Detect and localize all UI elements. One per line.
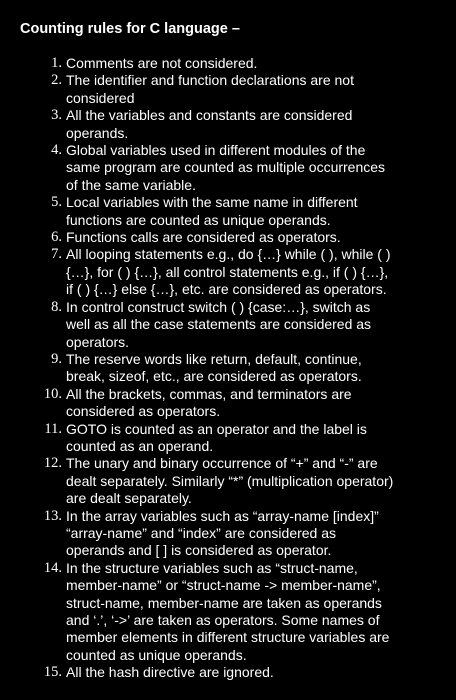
rule-text-line: Functions calls are considered as operators. (66, 229, 341, 246)
rule-text-line: Global variables used in different modules of the (66, 142, 366, 159)
rule-text-line: All looping statements e.g., do {…} while ( ), while ( ) (66, 246, 391, 263)
rule-text-line: considered as operators. (66, 403, 221, 420)
rule-text-line: The identifier and function declarations are not (66, 72, 354, 89)
rules-list (0, 55, 456, 682)
rule-text-line: operands. (66, 124, 129, 141)
rule-item (0, 55, 456, 72)
rule-text-line: “array-name” and “index” are considered as (66, 524, 337, 541)
rule-text-line: Comments are not considered. (66, 55, 258, 71)
rule-item (0, 455, 456, 507)
rule-text-line: if ( ) {…} else {…}, etc. are considered as operators. (66, 281, 387, 298)
rule-number: 15. (43, 664, 62, 681)
rule-text-line: All the variables and constants are considered (66, 107, 353, 124)
rule-text-line: are dealt separately. (66, 490, 192, 507)
rule-text-line: operators. (66, 333, 130, 350)
rule-number: 13. (43, 507, 62, 524)
rule-number: 2. (51, 72, 62, 89)
rule-item (0, 664, 456, 681)
rule-item (0, 72, 456, 107)
rule-text-line: counted as an operand. (66, 437, 214, 454)
rule-number: 6. (51, 229, 62, 246)
rule-text-line: struct-name, member-name are taken as operands (66, 594, 382, 611)
rule-number: 14. (43, 559, 62, 576)
rule-item (0, 421, 456, 456)
rule-text-line: considered (66, 89, 135, 106)
rule-item (0, 229, 456, 246)
rule-item (0, 386, 456, 421)
rule-text-line: The unary and binary occurrence of “+” and “-” are (66, 455, 378, 472)
rule-text-line: and ‘.’, ‘->’ are taken as operators. Some names of (66, 612, 380, 628)
rule-text-line: counted as unique operands. (66, 646, 247, 663)
rule-item (0, 107, 456, 142)
rule-text-line: dealt separately. Similarly “*” (multiplication operator) (66, 472, 394, 489)
rule-number: 12. (43, 455, 62, 472)
rule-item (0, 351, 456, 386)
rule-text-line: GOTO is counted as an operator and the label is (66, 420, 367, 437)
rule-item (0, 560, 456, 664)
rule-text-line: of the same variable. (66, 176, 196, 193)
rule-text-line: Local variables with the same name in different (66, 194, 358, 211)
rule-text-line: functions are counted as unique operands. (66, 211, 331, 228)
rule-number: 5. (51, 194, 62, 211)
rule-text-line: All the hash directive are ignored. (66, 664, 274, 681)
rule-text-line: {…}, for ( ) {…}, all control statements e.g., if ( ) {…}, (66, 263, 389, 280)
rule-item (0, 246, 456, 298)
rule-text-line: break, sizeof, etc., are considered as operators. (66, 368, 362, 385)
rule-number: 4. (51, 142, 62, 159)
rule-item (0, 194, 456, 229)
rule-text-line: In the array variables such as “array-name [index]” (66, 507, 379, 524)
rule-item (0, 299, 456, 351)
rule-number: 3. (51, 107, 62, 124)
rule-text-line: well as all the case statements are considered as (66, 316, 372, 333)
rule-text-line: same program are counted as multiple occurrences (66, 159, 386, 176)
rule-number: 7. (51, 246, 62, 263)
rule-text-line: member-name” or “struct-name -> member-name”, (66, 577, 381, 594)
rule-text-line: All the brackets, commas, and terminators are (66, 385, 352, 402)
rule-number: 11. (44, 420, 62, 437)
rule-item (0, 508, 456, 560)
rule-number: 8. (51, 298, 62, 315)
rule-item (0, 142, 456, 194)
rule-text-line: The reserve words like return, default, continue, (66, 350, 362, 367)
rule-number: 1. (51, 55, 62, 71)
rule-text-line: In the structure variables such as “struct-name, (66, 559, 358, 576)
rule-text-line: member elements in different structure variables are (66, 629, 390, 646)
rule-number: 10. (43, 385, 62, 402)
rule-text-line: operands and [ ] is considered as operator. (66, 542, 332, 559)
document-heading: Counting rules for C language – (20, 21, 240, 37)
rule-text-line: In control construct switch ( ) {case:…}, switch as (66, 298, 371, 315)
rule-number: 9. (51, 350, 62, 367)
